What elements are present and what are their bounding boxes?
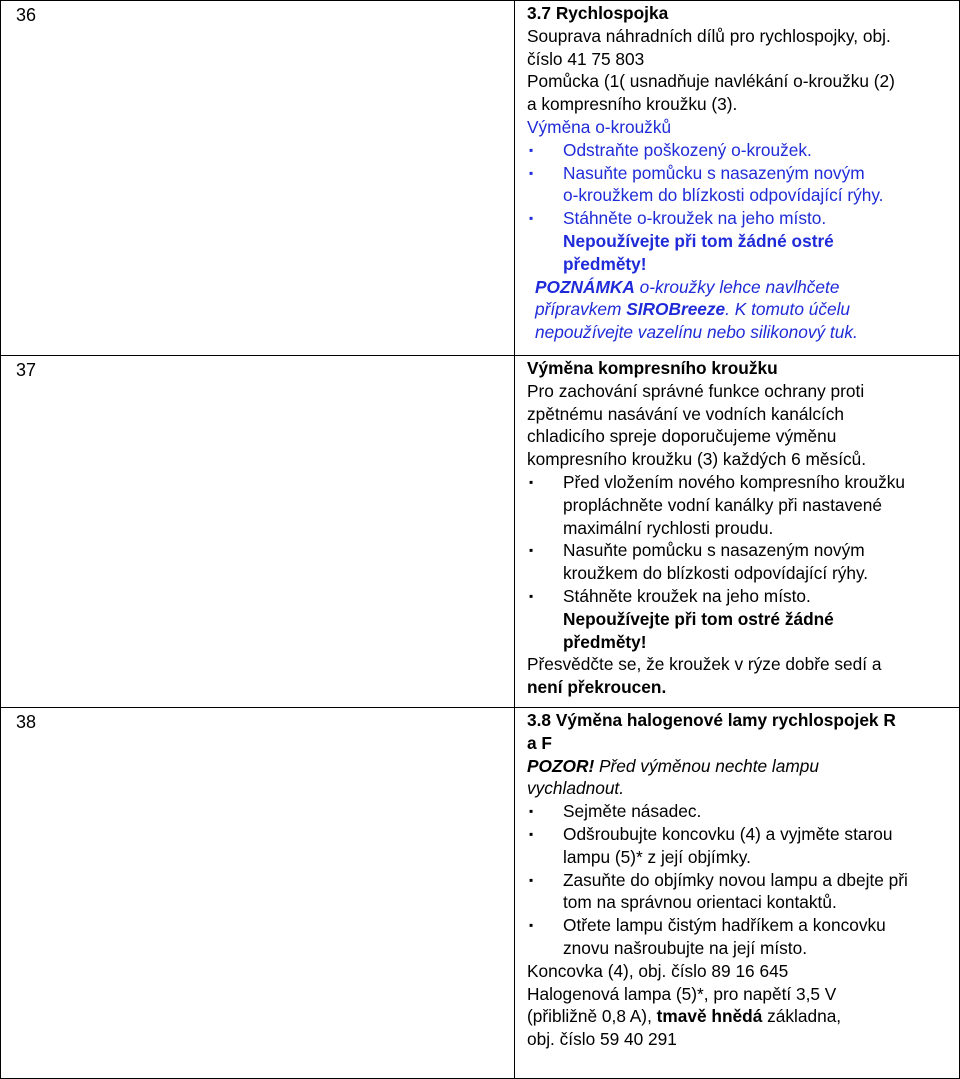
bullet-icon: ▪ <box>529 804 534 819</box>
text-line: chladicího spreje doporučujeme výměnu <box>527 426 837 447</box>
product-name: SIROBreeze <box>626 299 726 320</box>
caution-text: POZOR! Před výměnou nechte lampu <box>527 755 819 776</box>
bullet-icon: ▪ <box>529 543 534 558</box>
caution-text-cont: vychladnout. <box>527 778 625 799</box>
row-content <box>515 708 960 1079</box>
list-item: ▪ Před vložením nového kompresního kroužku propláchněte vodní kanálky při nastavené maximální rychlosti proudu. <box>529 471 905 538</box>
bullet-icon: ▪ <box>529 211 534 226</box>
table-row <box>1 1 960 356</box>
bullet-icon: ▪ <box>529 474 534 489</box>
text-line: není překroucen. <box>527 677 667 698</box>
list-item: ▪ Odšroubujte koncovku (4) a vyjměte starou lampu (5)* z její objímky. <box>529 823 893 867</box>
caution-label: POZOR! <box>527 755 595 776</box>
row-content <box>515 356 960 708</box>
text-line: Přesvědčte se, že kroužek v rýze dobře sedí a <box>527 654 882 675</box>
list-item: Nepoužívejte při tom žádné ostré předměty! <box>563 230 834 274</box>
list-item: ▪ Otřete lampu čistým hadříkem a koncovku znovu našroubujte na její místo. <box>529 915 886 958</box>
text-line: číslo 41 75 803 <box>527 48 645 69</box>
list-item: ▪ Zasuňte do objímky novou lampu a dbejte při tom na správnou orientaci kontaktů. <box>529 869 908 913</box>
list-item: ▪ Nasuňte pomůcku s nasazeným novým o-kroužkem do blízkosti odpovídající rýhy. <box>529 162 884 206</box>
note-label: POZNÁMKA <box>535 276 635 297</box>
bullet-icon: ▪ <box>529 142 534 157</box>
table-row <box>1 356 960 708</box>
note: POZNÁMKA o-kroužky lehce navlhčete přípravkem SIROBreeze. K tomuto účelu nepoužívejte vazelínu nebo silikonový tuk. <box>535 276 858 343</box>
section-title: 3.8 Výměna halogenové lamy rychlospojek R <box>527 710 896 730</box>
text-line: (přibližně 0,8 A), tmavě hnědá základna, <box>527 1006 842 1027</box>
section-title-cont: a F <box>527 732 552 753</box>
list-item: ▪ Odstraňte poškozený o-kroužek. <box>529 139 812 160</box>
text-line: a kompresního kroužku (3). <box>527 94 738 115</box>
text-line: Koncovka (4), obj. číslo 89 16 645 <box>527 960 789 981</box>
text-line: Halogenová lampa (5)*, pro napětí 3,5 V <box>527 983 837 1004</box>
table-row <box>1 708 960 1079</box>
text-line: zpětnému nasávání ve vodních kanálcích <box>527 403 845 424</box>
list-item: ▪ Sejměte násadec. <box>529 801 702 822</box>
list-item: ▪ Nasuňte pomůcku s nasazeným novým kroužkem do blízkosti odpovídající rýhy. <box>529 540 869 584</box>
row-number: 36 <box>1 1 515 356</box>
bullet-icon: ▪ <box>529 588 534 603</box>
list-item: ▪ Stáhněte kroužek na jeho místo. <box>529 585 811 606</box>
section-subtitle: Výměna o-kroužků <box>527 116 672 137</box>
row-content <box>515 1 960 356</box>
row-number: 37 <box>1 356 515 708</box>
bullet-icon: ▪ <box>529 826 534 841</box>
text-line: kompresního kroužku (3) každých 6 měsíců. <box>527 449 867 470</box>
warning-text: Nepoužívejte při tom ostré žádné předměty! <box>563 608 834 652</box>
section-title: Výměna kompresního kroužku <box>527 358 778 378</box>
list-item: ▪ Stáhněte o-kroužek na jeho místo. <box>529 208 827 229</box>
bullet-icon: ▪ <box>529 165 534 180</box>
row-number: 38 <box>1 708 515 1079</box>
bullet-icon: ▪ <box>529 918 534 933</box>
text-line: obj. číslo 59 40 291 <box>527 1029 677 1050</box>
text-line: Pro zachování správné funkce ochrany proti <box>527 380 865 401</box>
text-line: Souprava náhradních dílů pro rychlospojky, obj. <box>527 25 891 46</box>
bullet-icon: ▪ <box>529 872 534 887</box>
text-line: Pomůcka (1( usnadňuje navlékání o-kroužku (2) <box>527 71 895 92</box>
section-title: 3.7 Rychlospojka <box>527 3 669 23</box>
